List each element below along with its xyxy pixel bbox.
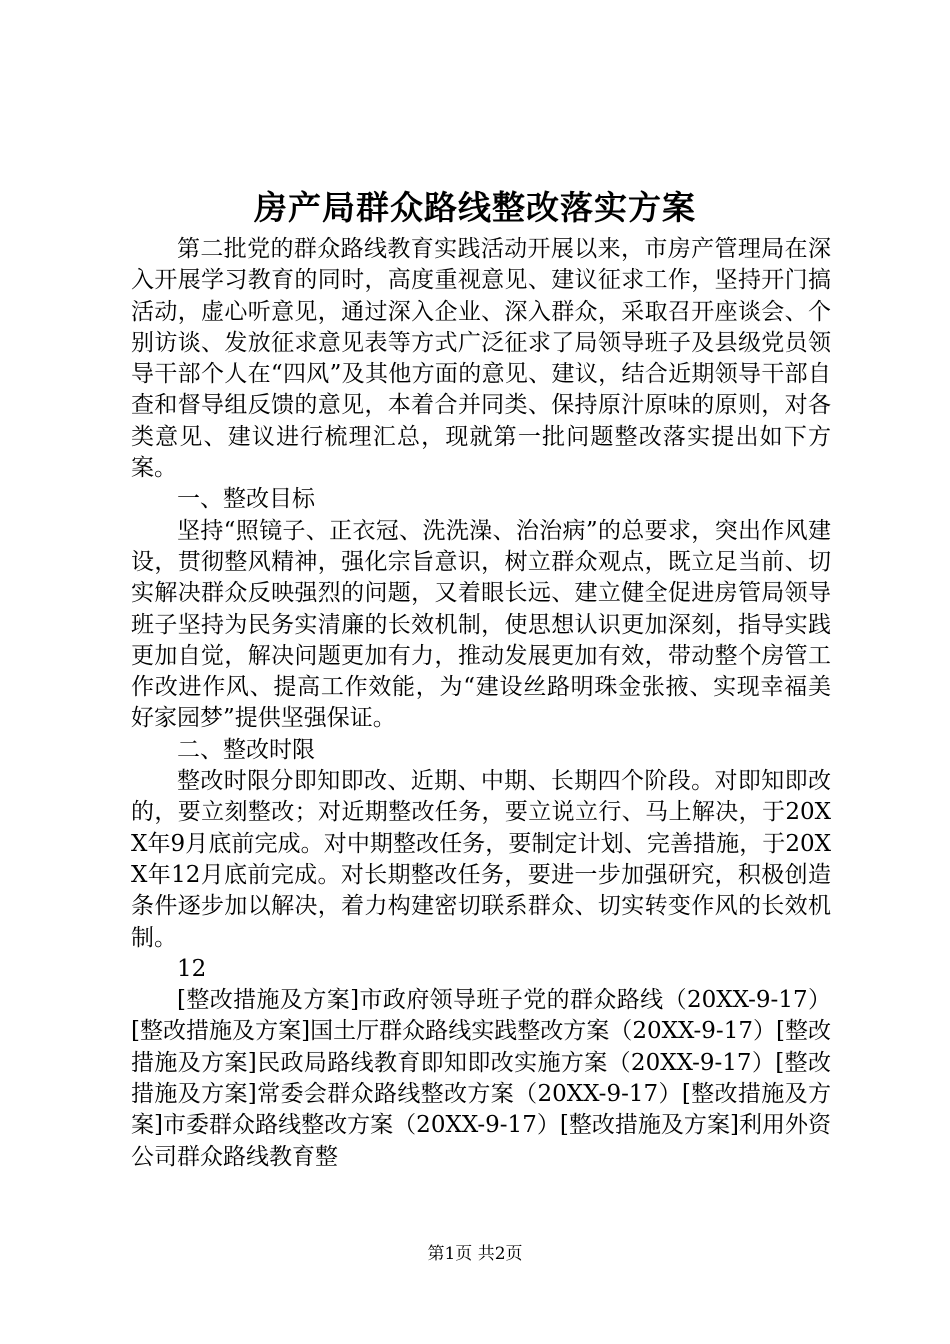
intro-paragraph: 第二批党的群众路线教育实践活动开展以来，市房产管理局在深入开展学习教育的同时，高度重视意见、建议征求工作，坚持开门搞活动，虚心听意见，通过深入企业、深入群众，采取召开座谈会、个别访谈、发放征求意见表等方式广泛征求了局领导班子及县级党员领导干部个人在“四风”及其他方面的意见、建议，结合近期领导干部自查和督导组反馈的意见，本着合并同类、保持原汁原味的原则，对各类意见、建议进行梳理汇总，现就第一批问题整改落实提出如下方案。 — [131, 236, 831, 482]
section2-heading: 二、整改时限 — [177, 736, 315, 763]
section1-paragraph: 坚持“照镜子、正衣冠、洗洗澡、治治病”的总要求，突出作风建设，贯彻整风精神，强化宗旨意识，树立群众观点，既立足当前、切实解决群众反映强烈的问题，又着眼长远、建立健全促进房管局领导班子坚持为民务实清廉的长效机制，使思想认识更加深刻，指导实践更加自觉，解决问题更加有力，推动发展更加有效，带动整个房管工作改进作风、提高工作效能，为“建设丝路明珠金张掖、实现幸福美好家园梦”提供坚强保证。 — [131, 517, 831, 732]
section1-heading: 一、整改目标 — [177, 486, 315, 513]
related-links-paragraph[interactable]: [整改措施及方案]市政府领导班子党的群众路线（20XX-9-17）[整改措施及方案]国土厅群众路线实践整改方案（20XX-9-17）[整改措施及方案]民政局路线教育即知即改实施方案（20XX-9-17）[整改措施及方案]常委会群众路线整改方案（20XX-9-17）[整改措施及方案]市委群众路线整改方案（20XX-9-17）[整改措施及方案]利用外资公司群众路线教育整 — [131, 987, 831, 1170]
page-footer: 第1页 共2页 — [427, 1244, 523, 1264]
page-number-text: 12 — [177, 955, 207, 982]
document-body — [131, 234, 831, 1173]
section2-paragraph: 整改时限分即知即改、近期、中期、长期四个阶段。对即知即改的，要立刻整改；对近期整改任务，要立说立行、马上解决，于20XX年9月底前完成。对中期整改任务，要制定计划、完善措施，于20XX年12月底前完成。对长期整改任务，要进一步加强研究，积极创造条件逐步加以解决，着力构建密切联系群众、切实转变作风的长效机制。 — [131, 768, 831, 951]
document-title: 房产局群众路线整改落实方案 — [254, 188, 696, 227]
